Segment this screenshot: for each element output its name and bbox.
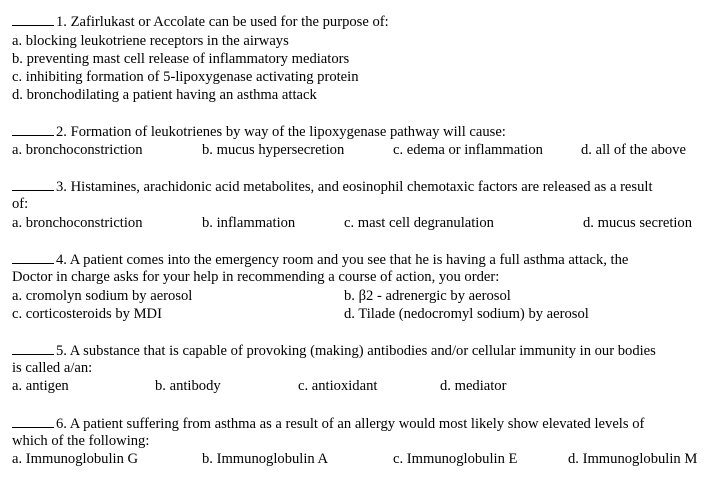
answer-blank-5[interactable] [12, 341, 54, 355]
question-4-text: 4. A patient comes into the emergency room and you see that he is having a full asthma attack, the [56, 252, 629, 268]
answer-blank-3[interactable] [12, 177, 54, 191]
q3-option-b: b. inflammation [202, 215, 296, 231]
q5-option-b: b. antibody [155, 378, 221, 394]
q5-option-a: a. antigen [12, 378, 69, 394]
q5-option-c: c. antioxidant [298, 378, 378, 394]
q2-option-c: c. edema or inflammation [393, 142, 543, 158]
question-6-stem-continued: which of the following: [12, 433, 150, 449]
q2-option-a: a. bronchoconstriction [12, 142, 143, 158]
q6-option-d: d. Immunoglobulin M [568, 451, 698, 467]
q4-option-c: c. corticosteroids by MDI [12, 306, 162, 322]
question-3-stem-continued: of: [12, 196, 29, 212]
answer-blank-1[interactable] [12, 12, 54, 26]
question-5-stem-continued: is called a/an: [12, 360, 93, 376]
q2-option-b: b. mucus hypersecretion [202, 142, 345, 158]
answer-blank-4[interactable] [12, 250, 54, 264]
question-2-stem [12, 122, 506, 141]
q6-option-a: a. Immunoglobulin G [12, 451, 139, 467]
q3-option-d: d. mucus secretion [583, 215, 693, 231]
question-5-text: 5. A substance that is capable of provoking (making) antibodies and/or cellular immunity in our bodies [56, 343, 656, 359]
q6-option-b: b. Immunoglobulin A [202, 451, 329, 467]
question-4-stem [12, 250, 628, 269]
question-2-text: 2. Formation of leukotrienes by way of the lipoxygenase pathway will cause: [56, 124, 506, 140]
q1-option-a: a. blocking leukotriene receptors in the airways [12, 33, 289, 49]
question-3-text: 3. Histamines, arachidonic acid metabolites, and eosinophil chemotaxic factors are released as a result [56, 179, 653, 195]
q2-option-d: d. all of the above [581, 142, 686, 158]
question-1-text: 1. Zafirlukast or Accolate can be used for the purpose of: [56, 14, 389, 30]
q1-option-c: c. inhibiting formation of 5-lipoxygenase activating protein [12, 69, 359, 85]
q5-option-d: d. mediator [440, 378, 507, 394]
question-1-stem [12, 12, 389, 31]
answer-blank-2[interactable] [12, 122, 54, 136]
q3-option-a: a. bronchoconstriction [12, 215, 143, 231]
question-5-stem [12, 341, 656, 360]
q4-option-a: a. cromolyn sodium by aerosol [12, 288, 193, 304]
question-6-text: 6. A patient suffering from asthma as a result of an allergy would most likely show elevated levels of [56, 416, 645, 432]
q4-option-d: d. Tilade (nedocromyl sodium) by aerosol [344, 306, 589, 322]
q4-option-b: b. β2 - adrenergic by aerosol [344, 288, 511, 304]
q3-option-c: c. mast cell degranulation [344, 215, 494, 231]
q1-option-b: b. preventing mast cell release of inflammatory mediators [12, 51, 350, 67]
q1-option-d: d. bronchodilating a patient having an asthma attack [12, 87, 317, 103]
q6-option-c: c. Immunoglobulin E [393, 451, 518, 467]
question-3-stem [12, 177, 653, 196]
answer-blank-6[interactable] [12, 414, 54, 428]
question-6-stem [12, 414, 644, 433]
question-4-stem-continued: Doctor in charge asks for your help in recommending a course of action, you order: [12, 269, 500, 285]
